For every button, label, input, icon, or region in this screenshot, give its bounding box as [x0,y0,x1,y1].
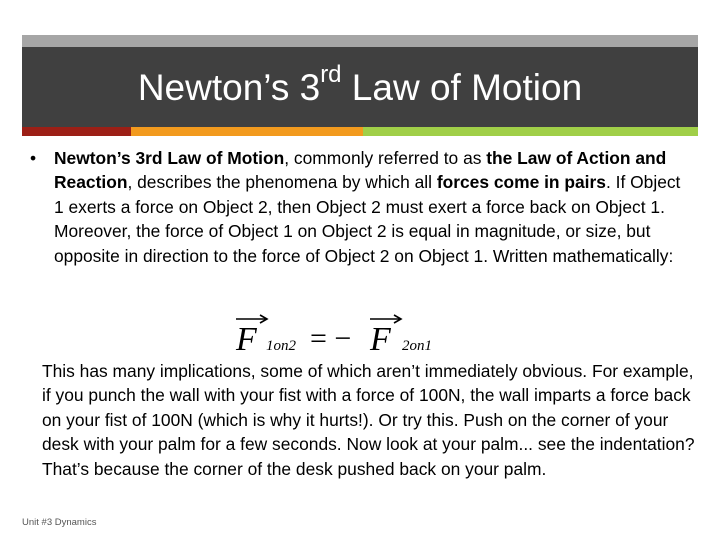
title-superscript: rd [320,61,342,88]
footer-unit-label: Unit #3 Dynamics [22,517,97,528]
slide-title [22,61,698,111]
rhs-force-symbol: F [370,321,391,356]
bullet-text-1: , commonly referred to as [284,148,487,168]
accent-bar-red [22,127,131,136]
title-tail: Law of Motion [341,67,583,108]
accent-bar-orange [131,127,363,136]
equation [232,312,458,356]
bullet-text [54,146,694,268]
rhs-subscript: 2on1 [402,338,432,354]
lhs-force-symbol: F [236,321,257,356]
bullet-text-3: . If Object 1 exerts a force on Object 2, then Object 2 must exert a force back on Object 1. Moreover, the force of Object 1 on Object 2 is equal in magnitude, or size, but opposite in direction to the force of Object 2 on Object 1. Written mathematically: [54,172,681,266]
explanation-paragraph: This has many implications, some of which aren’t immediately obvious. For example, if you punch the wall with your fist with a force of 100N, the wall imparts a force back on your fist of 100N (which is why it hurts!). Or try this. Push on the corner of your desk with your palm for a few seconds. Now look at your palm... see the indentation? That’s because the corner of the desk pushed back on your palm. [42,361,695,479]
bold-term-newtons-third-law: Newton’s 3rd Law of Motion [54,148,285,168]
lhs-subscript: 1on2 [266,338,296,354]
top-strip [22,35,698,47]
equation-operator: = − [310,322,352,355]
title-bar [22,47,698,127]
bullet-dot: • [30,148,37,168]
title-main: Newton’s 3 [137,67,321,108]
bold-term-action-reaction: the Law of Action and Reaction [54,148,667,193]
bullet-text-2: , describes the phenomena by which all [127,172,437,193]
bold-term-forces-in-pairs: forces come in pairs [436,172,606,193]
accent-bar-green [363,127,698,136]
